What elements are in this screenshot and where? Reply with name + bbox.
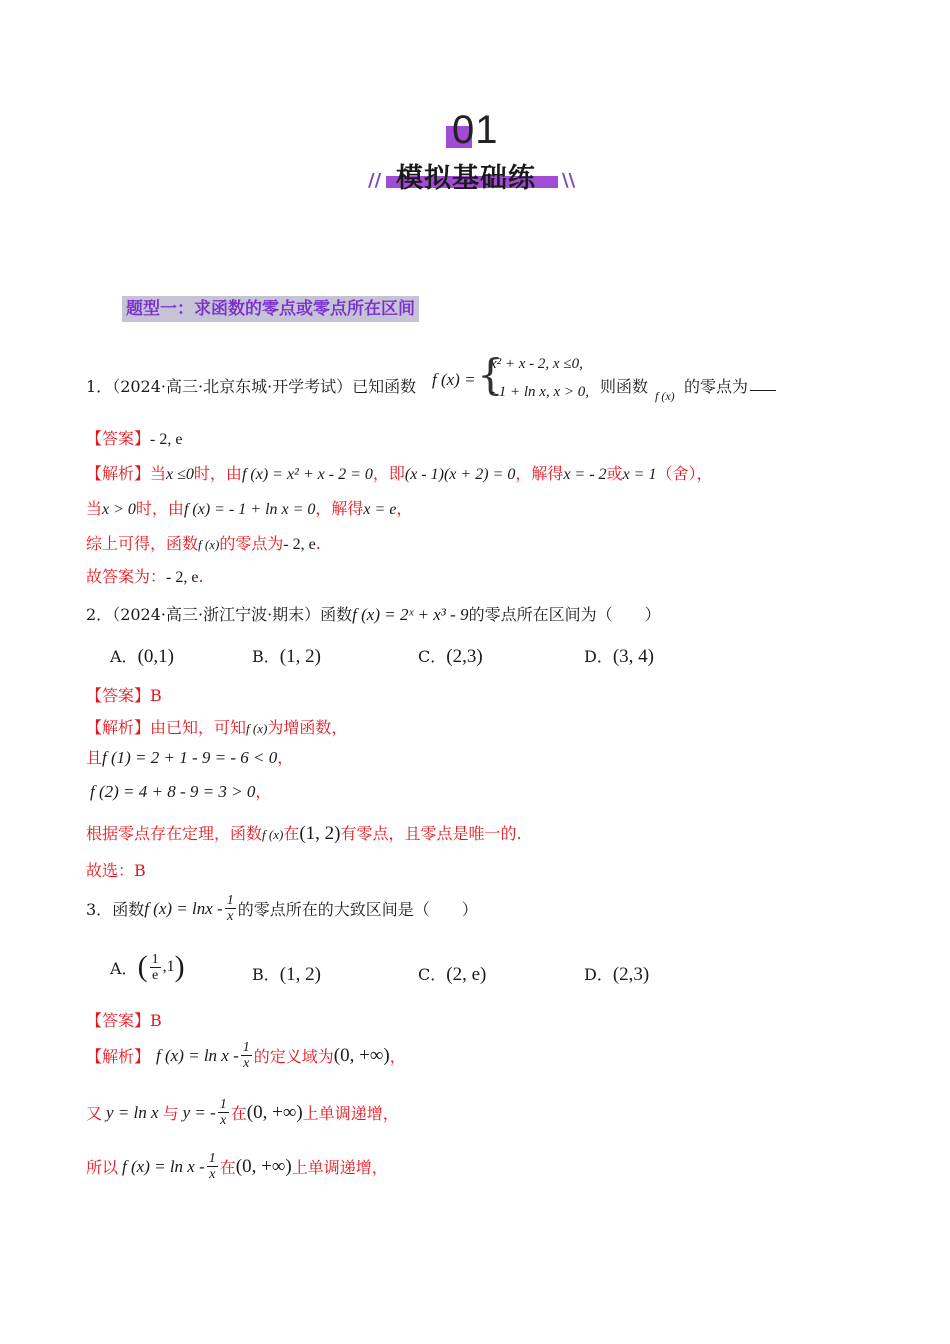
denominator: x (227, 909, 234, 924)
text: 时，由 (135, 499, 184, 518)
text: ， (277, 748, 294, 767)
q2-solution-line5: 故选：B (86, 861, 146, 880)
option-label: B． (252, 965, 280, 984)
math: (0, +∞) (235, 1155, 292, 1177)
q2-solution-line4 (86, 821, 522, 845)
q1-stem (86, 374, 416, 397)
text: ， (389, 1047, 406, 1066)
q2-number: 2． (86, 605, 113, 624)
text: 或 (606, 464, 623, 483)
solution-label: 【解析】 (86, 718, 151, 737)
header-number: 01 (452, 108, 499, 152)
math: x ≤0 (166, 466, 194, 483)
text: 有零点，且零点是唯一的. (340, 824, 522, 843)
q3-fraction (225, 893, 236, 924)
math: f (x) = - 1 + ln x = 0 (183, 501, 316, 518)
text: ，解得 (515, 464, 564, 483)
option-label: A． (110, 958, 138, 978)
numerator: 1 (219, 1097, 227, 1112)
option-value: (2,3) (612, 964, 650, 985)
q3-option-b[interactable] (252, 962, 321, 986)
q3-option-c[interactable] (418, 962, 486, 986)
text: 又 (86, 1104, 103, 1123)
numerator: 1 (151, 951, 159, 967)
header-title: 模拟基础练 (396, 163, 536, 194)
q2-option-a[interactable] (110, 644, 174, 668)
math: - 2, e (283, 536, 316, 553)
option-value: (2,3) (446, 646, 483, 667)
math: f (x) = x² + x - 2 = 0 (241, 466, 373, 483)
q1-fx-small: f (x) (655, 389, 675, 403)
text: ，即 (372, 464, 405, 483)
fraction (241, 1040, 252, 1071)
q1-answer-value: - 2, e (150, 431, 183, 448)
q2-option-c[interactable] (418, 644, 483, 668)
q2-answer-value: B (150, 686, 162, 705)
q3-answer-value: B (150, 1011, 162, 1030)
q1-brace-icon: { (477, 350, 504, 399)
solution-label: 【解析】 (86, 1047, 151, 1066)
q1-tail: 的零点为 (684, 377, 749, 396)
option-value: (1, 2) (279, 964, 321, 985)
text: . (198, 567, 204, 586)
text: 在 (219, 1158, 236, 1177)
math: f (x) = ln x - (156, 1045, 239, 1065)
text: 的定义域为 (253, 1047, 334, 1066)
q2-solution-line1 (86, 715, 347, 738)
q1-solution-line2 (86, 496, 412, 519)
math: f (1) = 2 + 1 - 9 = - 6 < 0 (102, 748, 278, 767)
q2-stem (86, 602, 661, 625)
q3-stem (86, 893, 478, 924)
q2-answer (86, 683, 162, 706)
text: . (315, 534, 321, 553)
math: f (2) = 4 + 8 - 9 = 3 > 0 (90, 782, 256, 801)
header-right-slash-icon: \\ (562, 170, 576, 191)
math: (0, +∞) (333, 1044, 390, 1066)
option-fraction (150, 952, 161, 983)
q3-solution-line1 (86, 1040, 406, 1071)
math: (0, +∞) (246, 1101, 303, 1123)
q1-number: 1． (86, 377, 113, 396)
option-label: D． (584, 965, 613, 984)
text: ， (255, 782, 272, 801)
q1-case1: x² + x - 2, x ≤0, (490, 356, 583, 372)
text: 由已知，可知 (150, 718, 247, 737)
numerator: 1 (226, 893, 234, 908)
text: 为增函数， (267, 718, 348, 737)
q1-solution-line3 (86, 531, 321, 554)
q1-answer (86, 426, 182, 449)
denominator: e (151, 967, 159, 983)
math: f (x) (198, 537, 220, 552)
text: 在 (283, 824, 300, 843)
q1-solution-line1 (86, 461, 713, 484)
text: ， (396, 499, 413, 518)
text: 当 (86, 499, 103, 518)
text: 当 (150, 464, 167, 483)
option-value: (3, 4) (612, 646, 654, 667)
math: x = 1 (622, 466, 657, 483)
denominator: x (209, 1167, 216, 1182)
answer-label: 【答案】 (86, 1011, 151, 1030)
math: x = - 2 (563, 466, 607, 483)
text: ，解得 (315, 499, 364, 518)
answer-label: 【答案】 (86, 686, 151, 705)
header-left-slash-icon: // (368, 170, 382, 191)
q2-solution-line3 (90, 779, 271, 802)
q3-option-a[interactable] (110, 950, 185, 984)
solution-label: 【解析】 (86, 464, 151, 483)
q3-number: 3． (86, 900, 113, 919)
denominator: x (243, 1056, 250, 1071)
q2-solution-line2 (86, 745, 293, 768)
math: f (x) (262, 827, 284, 842)
option-label: D． (584, 647, 613, 666)
option-label: B． (252, 647, 280, 666)
option-value: ,1 (162, 958, 175, 975)
text: 在 (230, 1104, 247, 1123)
q3-text: 函数 (112, 900, 145, 919)
q3-answer (86, 1008, 162, 1031)
math: - 2, e (166, 569, 199, 586)
text: （舍）， (656, 464, 713, 483)
q1-case2: - 1 + ln x, x > 0, (490, 384, 589, 400)
text: 所以 (86, 1158, 119, 1177)
text: 故答案为： (86, 567, 167, 586)
q2-option-b[interactable] (252, 644, 321, 668)
text: 且 (86, 748, 103, 767)
q2-tail: 的零点所在区间为（ ） (468, 605, 661, 624)
q2-option-d[interactable] (584, 644, 654, 668)
math: f (x) = ln x - (122, 1156, 205, 1176)
text: 上单调递增， (291, 1158, 388, 1177)
answer-label: 【答案】 (86, 429, 151, 448)
text: 上单调递增， (302, 1104, 399, 1123)
q1-fx: f (x) = (432, 370, 476, 389)
q2-expr: f (x) = 2ˣ + x³ - 9 (352, 605, 469, 624)
option-value: (2, e) (446, 964, 487, 985)
math: y = ln x (106, 1102, 159, 1122)
text: 与 (162, 1104, 179, 1123)
numerator: 1 (208, 1151, 216, 1166)
option-label: C． (418, 647, 447, 666)
math: y = - (182, 1102, 216, 1122)
q1-solution-line4 (86, 564, 204, 587)
q1-mid: 则函数 (600, 377, 649, 396)
fraction (207, 1151, 218, 1182)
q1-blank (750, 390, 776, 391)
q1-source: （2024·高三·北京东城·开学考试）已知函数 (112, 377, 417, 396)
fraction (218, 1097, 229, 1128)
text: 根据零点存在定理，函数 (86, 824, 263, 843)
section-title: 题型一：求函数的零点或零点所在区间 (122, 296, 419, 322)
math: x = e (363, 501, 397, 518)
option-value: (1, 2) (279, 646, 321, 667)
q3-tail: 的零点所在的大致区间是（ ） (237, 900, 478, 919)
q3-expr: f (x) = lnx - (144, 898, 223, 918)
denominator: x (220, 1113, 227, 1128)
q3-solution-line2 (86, 1097, 399, 1128)
q2-source: （2024·高三·浙江宁波·期末）函数 (112, 605, 353, 624)
paren-right-icon: ) (174, 950, 185, 983)
text: 的零点为 (219, 534, 284, 553)
paren-left-icon: ( (137, 950, 148, 983)
numerator: 1 (242, 1040, 250, 1055)
option-label: A． (110, 647, 138, 666)
text: 综上可得，函数 (86, 534, 199, 553)
q3-option-d[interactable] (584, 962, 649, 986)
math: x > 0 (102, 501, 136, 518)
option-label: C． (418, 965, 447, 984)
option-value: (0,1) (137, 646, 174, 667)
math: (x - 1)(x + 2) = 0 (404, 466, 516, 483)
q3-solution-line3 (86, 1151, 388, 1182)
math: f (x) (246, 721, 268, 736)
text: 时，由 (193, 464, 242, 483)
math: (1, 2) (299, 823, 341, 844)
